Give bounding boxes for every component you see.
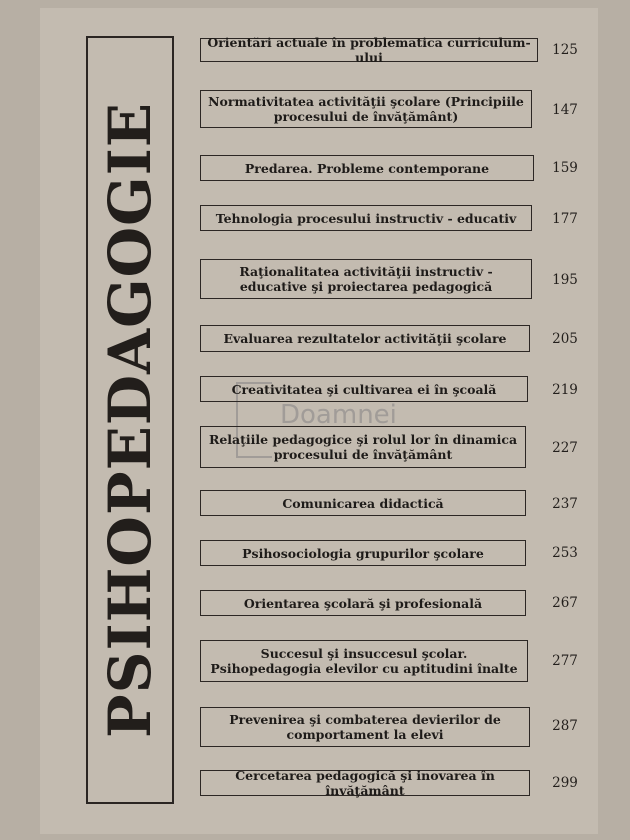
toc-page-number: 125 (552, 42, 578, 58)
toc-entry-title: Raţionalitatea activităţii instructiv - educative şi proiectarea pedagogică (200, 259, 532, 299)
toc-page-number: 287 (552, 718, 578, 734)
toc-page-number: 219 (552, 382, 578, 398)
toc-entry-title: Creativitatea şi cultivarea ei în şcoală (200, 376, 528, 402)
toc-entry-title: Orientări actuale în problematica curriculum-ului (200, 38, 538, 62)
toc-entry-title: Psihosociologia grupurilor şcolare (200, 540, 526, 566)
toc-page-number: 159 (552, 160, 578, 176)
watermark-text: Doamnei (280, 400, 397, 430)
toc-entry-title: Tehnologia procesului instructiv - educativ (200, 205, 532, 231)
toc-page-number: 205 (552, 331, 578, 347)
toc-entry-title: Succesul şi insuccesul şcolar. Psihopedagogia elevilor cu aptitudini înalte (200, 640, 528, 682)
toc-page-number: 227 (552, 440, 578, 456)
toc-page-number: 177 (552, 211, 578, 227)
toc-entry-title: Relaţiile pedagogice şi rolul lor în dinamica procesului de învăţământ (200, 426, 526, 468)
toc-entry-title: Evaluarea rezultatelor activităţii şcolare (200, 325, 530, 352)
toc-page-number: 277 (552, 653, 578, 669)
toc-page-number: 299 (552, 775, 578, 791)
toc-entry-title: Comunicarea didactică (200, 490, 526, 516)
toc-entry-title: Predarea. Probleme contemporane (200, 155, 534, 181)
toc-page-number: 253 (552, 545, 578, 561)
toc-entry-title: Orientarea şcolară şi profesională (200, 590, 526, 616)
spine-title: PSIHOPEDAGOGIE (96, 102, 164, 738)
toc-page-number: 237 (552, 496, 578, 512)
toc-page-number: 195 (552, 272, 578, 288)
toc-entry-title: Cercetarea pedagogică şi inovarea în învăţământ (200, 770, 530, 796)
toc-entry-title: Normativitatea activităţii şcolare (Principiile procesului de învăţământ) (200, 90, 532, 128)
toc-page-number: 147 (552, 102, 578, 118)
toc-entry-title: Prevenirea şi combaterea devierilor de comportament la elevi (200, 707, 530, 747)
toc-page-number: 267 (552, 595, 578, 611)
